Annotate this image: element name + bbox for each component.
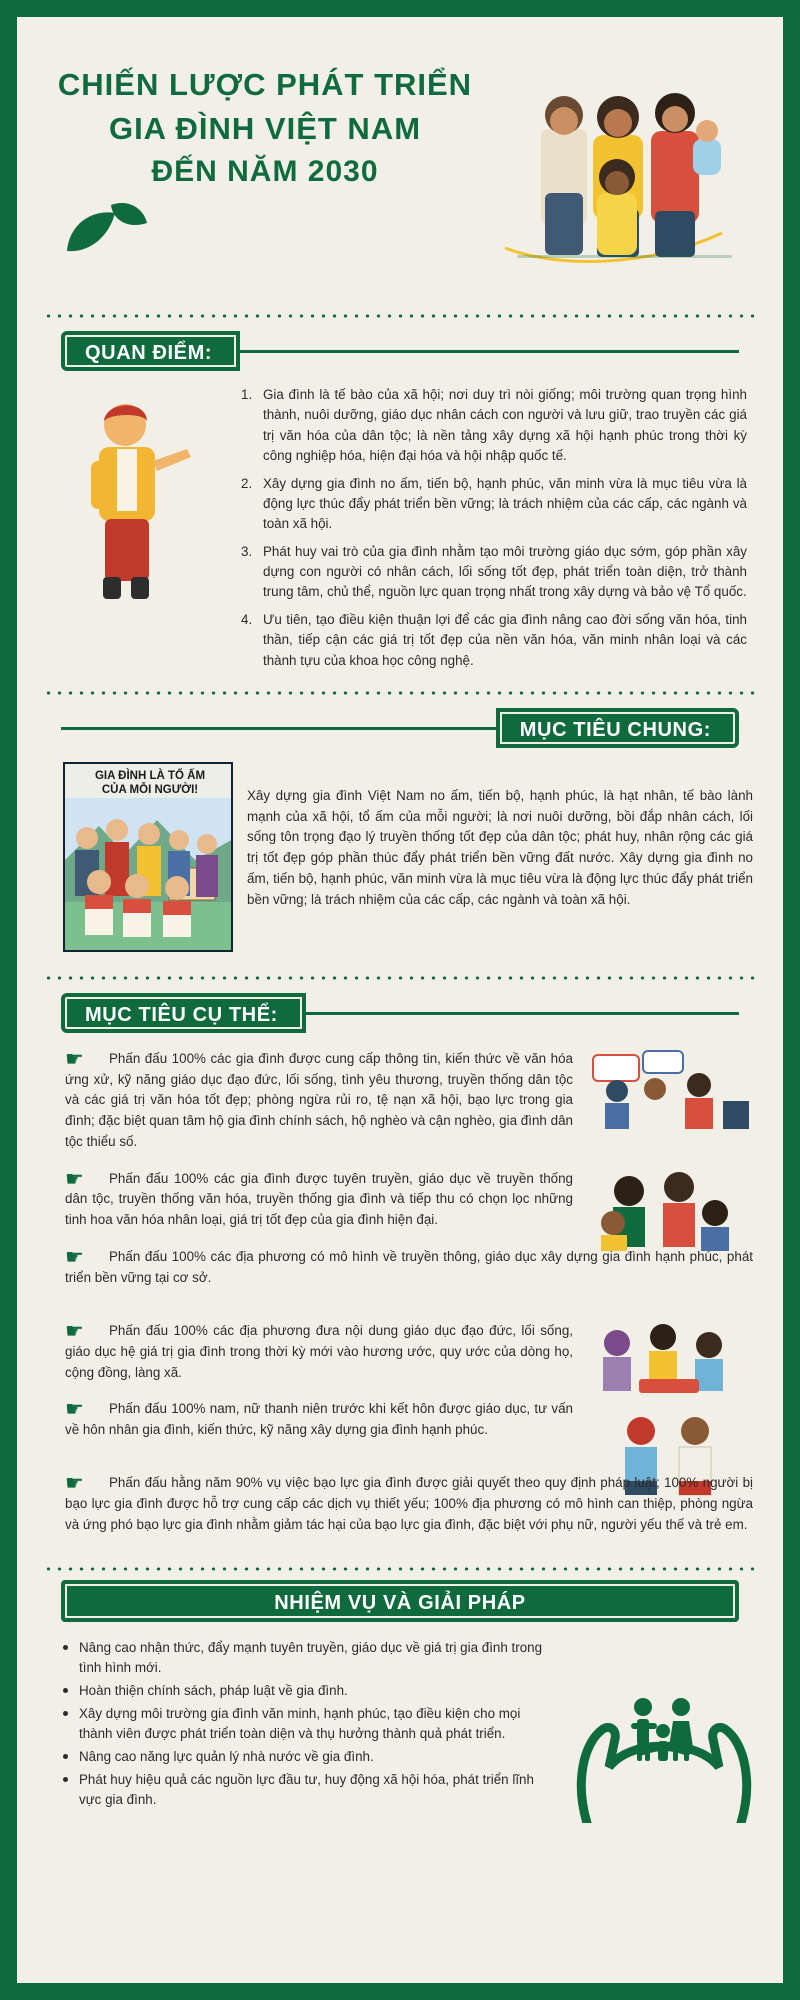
goal-item [47, 1399, 753, 1457]
goal-text: Phấn đấu 100% nam, nữ thanh niên trước khi kết hôn được giáo dục, tư vấn về hôn nhân gia đình, kiến thức, kỹ năng xây dựng gia đình hạnh phúc. [65, 1401, 573, 1438]
quan-diem-banner-row [17, 331, 783, 377]
divider-2 [43, 688, 757, 698]
section-banner-nhiem-vu: NHIỆM VỤ VÀ GIẢI PHÁP [61, 1580, 739, 1622]
section-banner-quan-diem: QUAN ĐIỂM: [61, 331, 240, 371]
list-item: Hoàn thiện chính sách, pháp luật về gia đình. [57, 1681, 753, 1701]
divider-1 [43, 311, 757, 321]
divider-4 [43, 1564, 757, 1574]
pointing-hand-icon: ☛ [65, 1320, 84, 1343]
goal-item [47, 1321, 753, 1383]
goal-item [47, 1473, 753, 1535]
svg-text:CỦA MỖI NGƯỜI!: CỦA MỖI NGƯỜI! [101, 783, 199, 796]
section-banner-muc-tieu-cu-the: MỤC TIÊU CỤ THỂ: [61, 993, 306, 1033]
goal-text: Phấn đấu 100% các gia đình được tuyên truyền, giáo dục về truyền thống dân tộc, truyền thống văn hóa, truyền thống gia đình và tiếp thu có chọn lọc những tinh hoa văn hóa nhân loại, giá trị tốt đẹp của gia đình hiện đại. [65, 1170, 573, 1228]
leaf-decoration-icon [61, 195, 151, 265]
list-item: Ưu tiên, tạo điều kiện thuận lợi để các gia đình nâng cao đời sống văn hóa, tinh thần, tiếp cận các giá trị tốt đẹp của nền văn hóa, văn minh nhân loại và các thành tựu của khoa học công nghệ. [263, 611, 747, 668]
goal-item [47, 1049, 753, 1153]
title-line-1: CHIẾN LƯỢC PHÁT TRIỂN [57, 67, 473, 102]
pointing-hand-icon: ☛ [65, 1167, 84, 1191]
goal-item [47, 1169, 753, 1231]
community-meeting-illustration [583, 1317, 753, 1403]
infographic-sheet [14, 14, 786, 1986]
divider-3 [43, 973, 757, 983]
title-line-3: ĐẾN NĂM 2030 [151, 155, 379, 189]
family-tradition-illustration [583, 1165, 753, 1251]
pointing-hand-icon: ☛ [65, 1472, 84, 1496]
goal-item [47, 1247, 753, 1305]
quan-diem-list [237, 385, 753, 671]
list-item: Gia đình là tế bào của xã hội; nơi duy trì nòi giống; môi trường quan trọng hình thành, nuôi dưỡng, giáo dục nhân cách con người và lưu giữ, trao truyền các giá trị văn hóa của dân tộc; là nền tảng xây dựng xã hội hạnh phúc trong thời kỳ công nghiệp hóa, hiện đại hóa và hội nhập quốc tế. [263, 387, 747, 464]
muc-tieu-chung-banner-row [17, 708, 783, 754]
pointing-hand-icon: ☛ [65, 1398, 84, 1422]
list-item: Phát huy vai trò của gia đình nhằm tạo môi trường giáo dục sớm, góp phần xây dựng con người có nhân cách, lối sống tốt đẹp, phát triển toàn diện, trở thành trung tâm, chủ thể, nguồn lực quan trọng nhất trong xây dựng và bảo vệ Tổ quốc. [263, 543, 747, 600]
muc-tieu-cu-the-banner-row [17, 993, 783, 1039]
goal-text: Phấn đấu 100% các địa phương đưa nội dung giáo dục đạo đức, lối sống, giáo dục hệ giá trị gia đình trong thời kỳ mới vào hương ước, quy ước của dòng họ, cộng đồng, làng xã. [65, 1323, 573, 1380]
page-title [17, 63, 487, 194]
muc-tieu-cu-the-section [17, 1039, 783, 1560]
goal-text: Phấn đấu 100% các gia đình được cung cấp thông tin, kiến thức về văn hóa ứng xử, kỹ năng giáo dục đạo đức, lối sống, tình yêu thương, truyền thống dân tộc và các giá trị văn hóa tốt đẹp; phòng ngừa rủi ro, tệ nạn xã hội, bạo lực trong gia đình; đặc biệt quan tâm hộ gia đình chính sách, hộ nghèo và cận nghèo, gia đình dân tộc thiểu số. [65, 1050, 573, 1149]
counseling-illustration [583, 1045, 753, 1131]
pointing-hand-icon: ☛ [65, 1047, 84, 1071]
nhiem-vu-section [17, 1632, 783, 1832]
list-item: Nâng cao nhận thức, đẩy mạnh tuyên truyền, giáo dục về giá trị gia đình trong tình hình mới. [57, 1638, 753, 1678]
list-item: Xây dựng môi trường gia đình văn minh, hạnh phúc, tạo điều kiện cho mọi thành viên được phát triển toàn diện và thụ hưởng thành quả phát triển. [57, 1704, 753, 1744]
hands-holding-family-icon [569, 1673, 759, 1823]
list-item: Nâng cao năng lực quản lý nhà nước về gia đình. [57, 1747, 753, 1767]
muc-tieu-chung-text: Xây dựng gia đình Việt Nam no ấm, tiến bộ, hạnh phúc, là hạt nhân, tế bào lành mạnh của xã hội, tổ ấm của mỗi người; là nơi nuôi dưỡng, bồi đắp nhân cách, lối sống tôn trọng đạo lý truyền thống tốt đẹp của dân tộc; phát huy, nhân rộng các giá trị tốt đẹp góp phần thúc đẩy phát triển bền vững đất nước. Xây dựng gia đình no ấm, tiến bộ, hạnh phúc, văn minh vừa là mục tiêu vừa là động lực thúc đẩy phát triển bền vững; là trách nhiệm của các cấp, các ngành và toàn xã hội. [247, 787, 753, 907]
muc-tieu-chung-section [17, 754, 783, 969]
pointing-man-illustration [51, 391, 201, 606]
pointing-hand-icon: ☛ [65, 1246, 84, 1269]
title-line-2: GIA ĐÌNH VIỆT NAM [108, 111, 422, 147]
list-item: Phát huy hiệu quả các nguồn lực đầu tư, huy động xã hội hóa, phát triển lĩnh vực gia đình. [57, 1770, 753, 1810]
quan-diem-section [17, 377, 783, 684]
section-banner-muc-tieu-chung: MỤC TIÊU CHUNG: [496, 708, 739, 748]
list-item: Xây dựng gia đình no ấm, tiến bộ, hạnh phúc, văn minh vừa là mục tiêu vừa là động lực thúc đẩy phát triển bền vững; là trách nhiệm của các cấp, các ngành và toàn xã hội. [263, 475, 747, 532]
nhiem-vu-banner-row [17, 1580, 783, 1628]
header [17, 17, 783, 307]
family-illustration [497, 43, 757, 273]
goal-text: Phấn đấu 100% các địa phương có mô hình về truyền thông, giáo dục xây dựng gia đình hạnh phúc, phát triển bền vững tại cơ sở. [65, 1249, 753, 1285]
svg-text:GIA ĐÌNH LÀ TỔ ẤM: GIA ĐÌNH LÀ TỔ ẤM [94, 769, 206, 782]
family-photo [63, 762, 233, 952]
goal-text: Phấn đấu hằng năm 90% vụ việc bạo lực gia đình được giải quyết theo quy định pháp luật; 100% người bị bạo lực gia đình được hỗ trợ cung cấp các dịch vụ thiết yếu; 100% địa phương có mô hình can thiệp, phòng ngừa và ứng phó bạo lực gia đình nhằm giảm tác hại của bạo lực gia đình, đặc biệt với phụ nữ, người yếu thế và trẻ em. [65, 1475, 753, 1532]
